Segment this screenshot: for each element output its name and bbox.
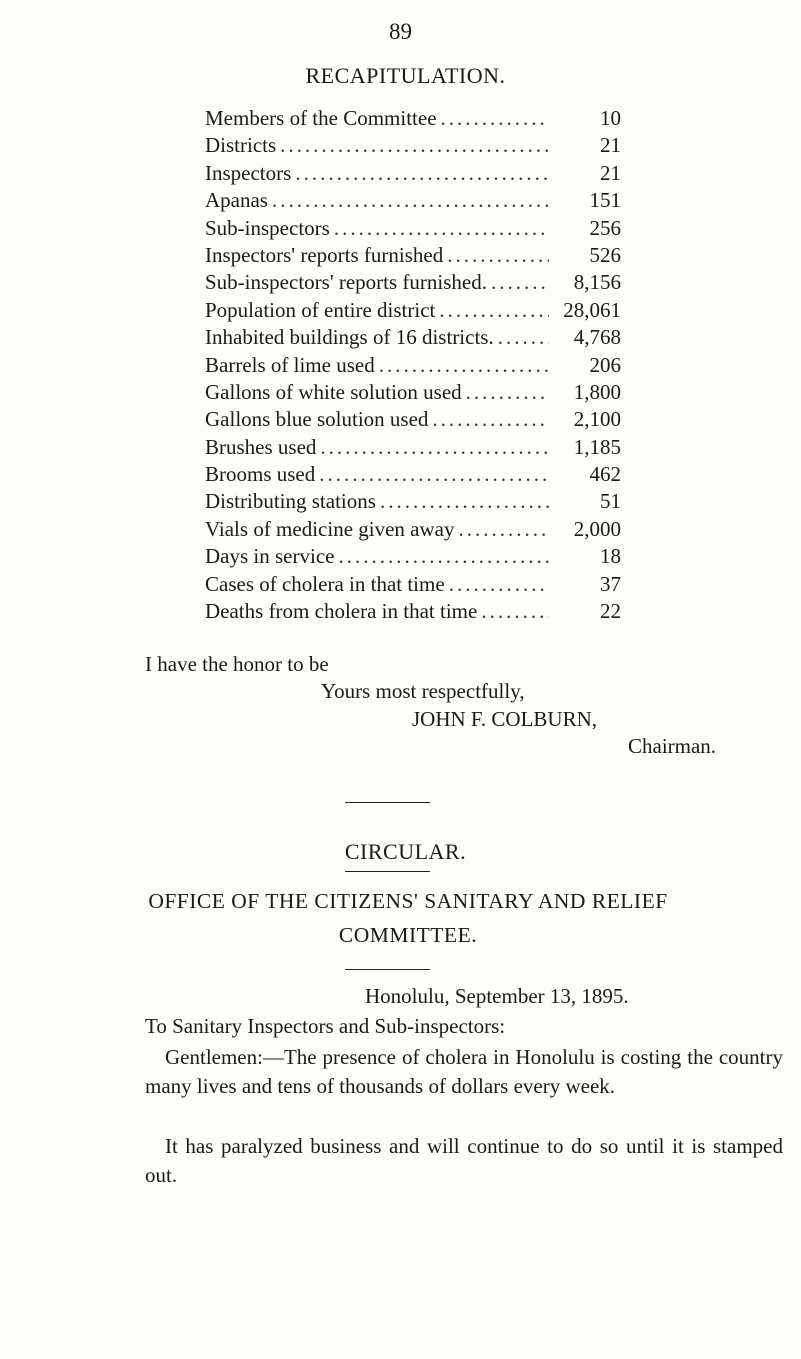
office-heading-line: OFFICE OF THE CITIZENS' SANITARY AND RELIEF	[148, 889, 668, 913]
recap-row	[205, 379, 621, 406]
divider-rule	[345, 969, 430, 970]
recap-value: 8,156	[573, 270, 621, 295]
leader-dots	[455, 516, 550, 543]
recap-label: Days in service	[205, 544, 335, 569]
page-number: 89	[389, 19, 412, 44]
office-heading	[15, 884, 801, 952]
recap-label: Cases of cholera in that time	[205, 571, 445, 596]
recapitulation-table	[205, 105, 621, 625]
recap-row	[205, 598, 621, 625]
honor-line: I have the honor to be	[145, 652, 329, 676]
recap-value: 21	[600, 160, 621, 185]
recap-row	[205, 516, 621, 543]
recap-row	[205, 297, 621, 324]
recap-row	[205, 269, 621, 296]
divider-rule	[345, 871, 430, 872]
recap-row	[205, 187, 621, 214]
leader-dots	[487, 269, 549, 296]
recap-label: Population of entire district	[205, 297, 436, 322]
leader-dots	[291, 160, 549, 187]
recap-value: 526	[589, 242, 621, 267]
recap-value: 51	[600, 489, 621, 514]
leader-dots	[428, 406, 549, 433]
recap-label: Apanas	[205, 188, 268, 213]
recap-label: Gallons blue solution used	[205, 407, 429, 432]
signer-title: Chairman.	[628, 734, 717, 758]
recap-value: 10	[600, 106, 621, 130]
recapitulation-title: RECAPITULATION.	[305, 63, 506, 88]
divider-rule	[345, 802, 430, 803]
recap-value: 22	[600, 599, 621, 624]
recap-row	[205, 105, 621, 132]
recap-label: Gallons of white solution used	[205, 379, 462, 404]
recap-label: Brushes used	[205, 434, 317, 459]
recap-value: 4,768	[573, 325, 621, 350]
body-paragraph: Gentlemen:—The presence of cholera in Honolulu is costing the country many lives and tens of thousands of dollars every week.	[145, 1045, 783, 1098]
dateline: Honolulu, September 13, 1895.	[365, 984, 629, 1008]
recap-value: 206	[589, 352, 621, 377]
recap-label: Vials of medicine given away	[205, 516, 455, 541]
recap-row	[205, 324, 621, 351]
leader-dots	[435, 297, 549, 324]
recap-row	[205, 543, 621, 570]
recap-label: Brooms used	[205, 462, 316, 487]
recap-row	[205, 132, 621, 159]
leader-dots	[334, 543, 549, 570]
recap-value: 21	[600, 133, 621, 158]
recap-value: 18	[600, 544, 621, 569]
recap-row	[205, 352, 621, 379]
recap-value: 462	[589, 462, 621, 487]
recap-label: Distributing stations	[205, 489, 376, 514]
leader-dots	[316, 434, 549, 461]
recap-value: 256	[589, 215, 621, 240]
recap-label: Deaths from cholera in that time	[205, 599, 478, 624]
addressee: To Sanitary Inspectors and Sub-inspectors:	[145, 1014, 506, 1038]
leader-dots	[477, 598, 549, 625]
leader-dots	[462, 379, 549, 406]
circular-title: CIRCULAR.	[344, 839, 467, 864]
recap-value: 2,100	[573, 407, 621, 432]
leader-dots	[376, 488, 549, 515]
recap-row	[205, 242, 621, 269]
recap-value: 1,185	[573, 434, 621, 459]
leader-dots	[268, 187, 549, 214]
body-paragraph: It has paralyzed business and will continue to do so until it is stamped out.	[145, 1134, 783, 1187]
recap-row	[205, 488, 621, 515]
recap-label: Inspectors	[205, 160, 292, 185]
signer-name: JOHN F. COLBURN,	[412, 707, 598, 731]
leader-dots	[445, 571, 549, 598]
office-heading-line: COMMITTEE.	[338, 923, 478, 947]
leader-dots	[315, 461, 549, 488]
leader-dots	[276, 132, 549, 159]
recap-row	[205, 461, 621, 488]
recap-label: Inspectors' reports furnished	[205, 242, 444, 267]
recap-row	[205, 571, 621, 598]
recap-row	[205, 160, 621, 187]
leader-dots	[494, 324, 549, 351]
recap-label: Sub-inspectors' reports furnished.	[205, 270, 487, 295]
recap-label: Inhabited buildings of 16 districts.	[205, 325, 494, 350]
recap-value: 2,000	[573, 516, 621, 541]
recap-value: 1,800	[573, 379, 621, 404]
recap-label: Districts	[205, 133, 277, 158]
recap-value: 151	[589, 188, 621, 213]
recap-row	[205, 215, 621, 242]
leader-dots	[375, 352, 549, 379]
recap-label: Members of the Committee	[205, 106, 437, 130]
recap-row	[205, 406, 621, 433]
recap-value: 37	[600, 571, 621, 596]
recap-value: 28,061	[563, 297, 621, 322]
recap-label: Barrels of lime used	[205, 352, 375, 377]
yours-line: Yours most respectfully,	[321, 679, 525, 703]
leader-dots	[330, 215, 549, 242]
recap-row	[205, 434, 621, 461]
leader-dots	[443, 242, 549, 269]
leader-dots	[437, 105, 549, 132]
recap-label: Sub-inspectors	[205, 215, 330, 240]
